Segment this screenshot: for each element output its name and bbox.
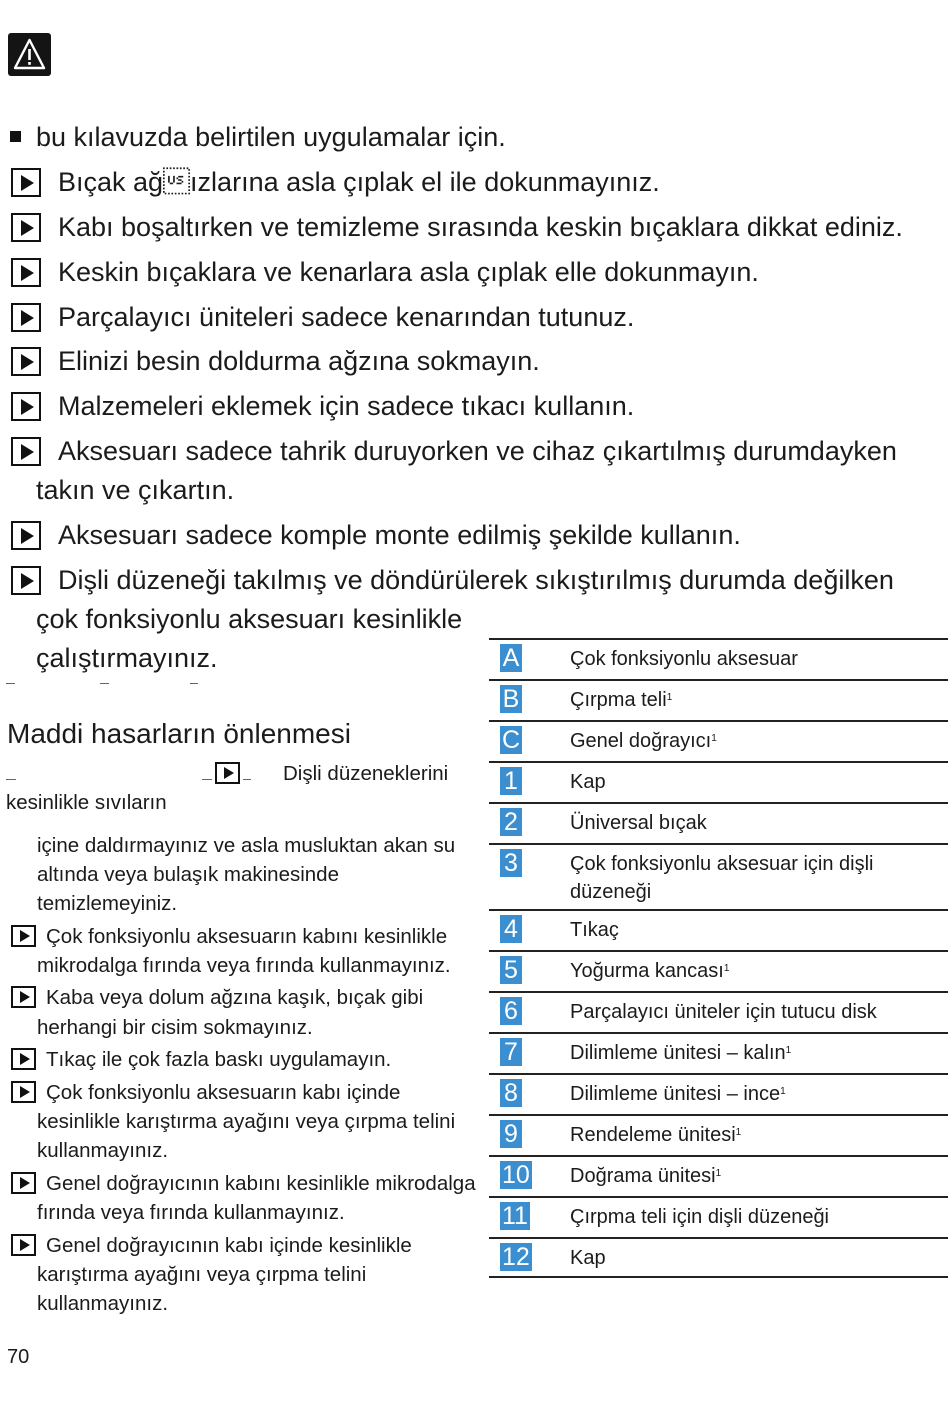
- damage-item-line: kesinlikle sıvıların: [6, 791, 167, 814]
- part-label: Doğrama ünitesi$^1$: [570, 1165, 722, 1187]
- square-bullet-icon: [10, 131, 21, 142]
- part-key-badge: 9: [500, 1120, 522, 1148]
- arrow-bullet-icon: [11, 1081, 36, 1103]
- tick-mark: [243, 779, 251, 780]
- damage-item-line: Kaba veya dolum ağzına kaşık, bıçak gibi: [46, 986, 424, 1009]
- arrow-bullet-icon: [11, 258, 41, 287]
- safety-item: Parçalayıcı üniteleri sadece kenarından tutunuz.: [58, 302, 635, 332]
- safety-item-line: Dişli düzeneği takılmış ve döndürülerek sıkıştırılmış durumda değilken: [58, 565, 894, 595]
- safety-item: Bıçak ağ ızlarına asla çıplak el ile dokunmayınız.: [58, 167, 660, 197]
- damage-item-line: altında veya bulaşık makinesinde: [37, 863, 339, 886]
- part-label: Tıkaç: [570, 919, 619, 941]
- part-key-badge: 5: [500, 956, 522, 984]
- part-key-badge: 1: [500, 767, 522, 795]
- part-label: Kap: [570, 771, 606, 793]
- tick-mark: [6, 779, 16, 780]
- part-label: Kap: [570, 1247, 606, 1269]
- part-key-badge: 7: [500, 1038, 522, 1066]
- parts-row: [489, 638, 948, 679]
- damage-item-line: temizlemeyiniz.: [37, 892, 178, 915]
- warning-triangle-icon: [8, 33, 51, 76]
- page-number: 70: [7, 1346, 30, 1368]
- safety-item-line: çalıştırmayınız.: [36, 643, 218, 673]
- arrow-bullet-icon: [11, 1048, 36, 1070]
- parts-row: [489, 843, 948, 909]
- parts-row: [489, 950, 948, 991]
- parts-table: [489, 638, 948, 1278]
- safety-item: Aksesuarı sadece komple monte edilmiş şekilde kullanın.: [58, 520, 741, 550]
- damage-item-line: kesinlikle karıştırma ayağını veya çırpma telini: [37, 1110, 456, 1133]
- parts-row: [489, 1155, 948, 1196]
- arrow-bullet-icon: [11, 566, 41, 595]
- part-key-badge: A: [500, 644, 522, 672]
- safety-item: Kabı boşaltırken ve temizleme sırasında keskin bıçaklara dikkat ediniz.: [58, 212, 903, 242]
- part-key-badge: 8: [500, 1079, 522, 1107]
- damage-item-line: fırında veya fırında kullanmayınız.: [37, 1201, 345, 1224]
- damage-item-line: Çok fonksiyonlu aksesuarın kabı içinde: [46, 1081, 401, 1104]
- arrow-bullet-icon: [215, 762, 240, 784]
- safety-item-line: Aksesuarı sadece tahrik duruyorken ve cihaz çıkartılmış durumdayken: [58, 436, 897, 466]
- part-key-badge: 10: [502, 1161, 530, 1189]
- part-label: Üniversal bıçak: [570, 812, 707, 834]
- arrow-bullet-icon: [11, 986, 36, 1008]
- damage-item-line: Tıkaç ile çok fazla baskı uygulamayın.: [46, 1048, 392, 1071]
- safety-item: Malzemeleri eklemek için sadece tıkacı kullanın.: [58, 391, 635, 421]
- part-key-badge: 12: [502, 1243, 530, 1271]
- part-key-badge: 4: [500, 915, 522, 943]
- part-key-badge: 6: [500, 997, 522, 1025]
- part-label: Yoğurma kancası$^1$: [570, 960, 730, 982]
- damage-item-line: içine daldırmayınız ve asla musluktan akan su: [37, 834, 456, 857]
- safety-item-line: takın ve çıkartın.: [36, 475, 235, 505]
- part-label: Çok fonksiyonlu aksesuar için dişli düzeneği: [570, 853, 874, 903]
- safety-item-line: çok fonksiyonlu aksesuarı kesinlikle: [36, 604, 463, 634]
- arrow-bullet-icon: [11, 347, 41, 376]
- damage-item-line: herhangi bir cisim sokmayınız.: [37, 1016, 313, 1039]
- safety-item: Keskin bıçaklara ve kenarlara asla çıplak elle dokunmayın.: [58, 257, 759, 287]
- damage-item-line: Genel doğrayıcının kabını kesinlikle mikrodalga: [46, 1172, 476, 1195]
- part-label: Rendeleme ünitesi$^1$: [570, 1124, 742, 1146]
- parts-row: [489, 909, 948, 950]
- parts-row: [489, 1032, 948, 1073]
- damage-item-line: karıştırma ayağını veya çırpma telini: [37, 1263, 367, 1286]
- arrow-bullet-icon: [11, 392, 41, 421]
- damage-item-line: kullanmayınız.: [37, 1292, 169, 1315]
- arrow-bullet-icon: [11, 1234, 36, 1256]
- damage-item-line: Çok fonksiyonlu aksesuarın kabını kesinlikle: [46, 925, 448, 948]
- tick-mark: [190, 683, 198, 684]
- damage-item-line: Genel doğrayıcının kabı içinde kesinlikle: [46, 1234, 412, 1257]
- arrow-bullet-icon: [11, 521, 41, 550]
- part-label: Dilimleme ünitesi – ince$^1$: [570, 1083, 786, 1105]
- parts-row: [489, 802, 948, 843]
- damage-item-line: kullanmayınız.: [37, 1139, 169, 1162]
- arrow-bullet-icon: [11, 1172, 36, 1194]
- parts-row: [489, 720, 948, 761]
- part-label: Dilimleme ünitesi – kalın$^1$: [570, 1042, 792, 1064]
- part-key-badge: 2: [500, 808, 522, 836]
- tick-mark: [100, 683, 109, 684]
- part-label: Çok fonksiyonlu aksesuar: [570, 648, 798, 670]
- arrow-bullet-icon: [11, 925, 36, 947]
- section-title: Maddi hasarların önlenmesi: [7, 718, 351, 749]
- parts-row: [489, 1114, 948, 1155]
- parts-row: [489, 1196, 948, 1237]
- arrow-bullet-icon: [11, 213, 41, 242]
- tick-mark: [202, 779, 212, 780]
- damage-item-line: mikrodalga fırında veya fırında kullanmayınız.: [37, 954, 451, 977]
- part-label: Parçalayıcı üniteler için tutucu disk: [570, 1001, 877, 1023]
- part-key-badge: B: [500, 685, 522, 713]
- parts-row: [489, 1073, 948, 1114]
- intro-text: bu kılavuzda belirtilen uygulamalar için.: [36, 122, 506, 152]
- part-key-badge: 3: [500, 849, 522, 877]
- parts-row: [489, 1237, 948, 1278]
- parts-row: [489, 761, 948, 802]
- part-label: Çırpma teli$^1$: [570, 689, 673, 711]
- part-label: Genel doğrayıcı$^1$: [570, 730, 717, 752]
- part-key-badge: 11: [502, 1202, 528, 1230]
- tick-mark: [6, 683, 15, 684]
- arrow-bullet-icon: [11, 168, 41, 197]
- safety-item: Elinizi besin doldurma ağzına sokmayın.: [58, 346, 540, 376]
- arrow-bullet-icon: [11, 437, 41, 466]
- damage-item-line: Dişli düzeneklerini: [283, 762, 449, 785]
- arrow-bullet-icon: [11, 303, 41, 332]
- parts-row: [489, 679, 948, 720]
- part-label: Çırpma teli için dişli düzeneği: [570, 1206, 830, 1228]
- part-key-badge: C: [502, 726, 521, 754]
- parts-row: [489, 991, 948, 1032]
